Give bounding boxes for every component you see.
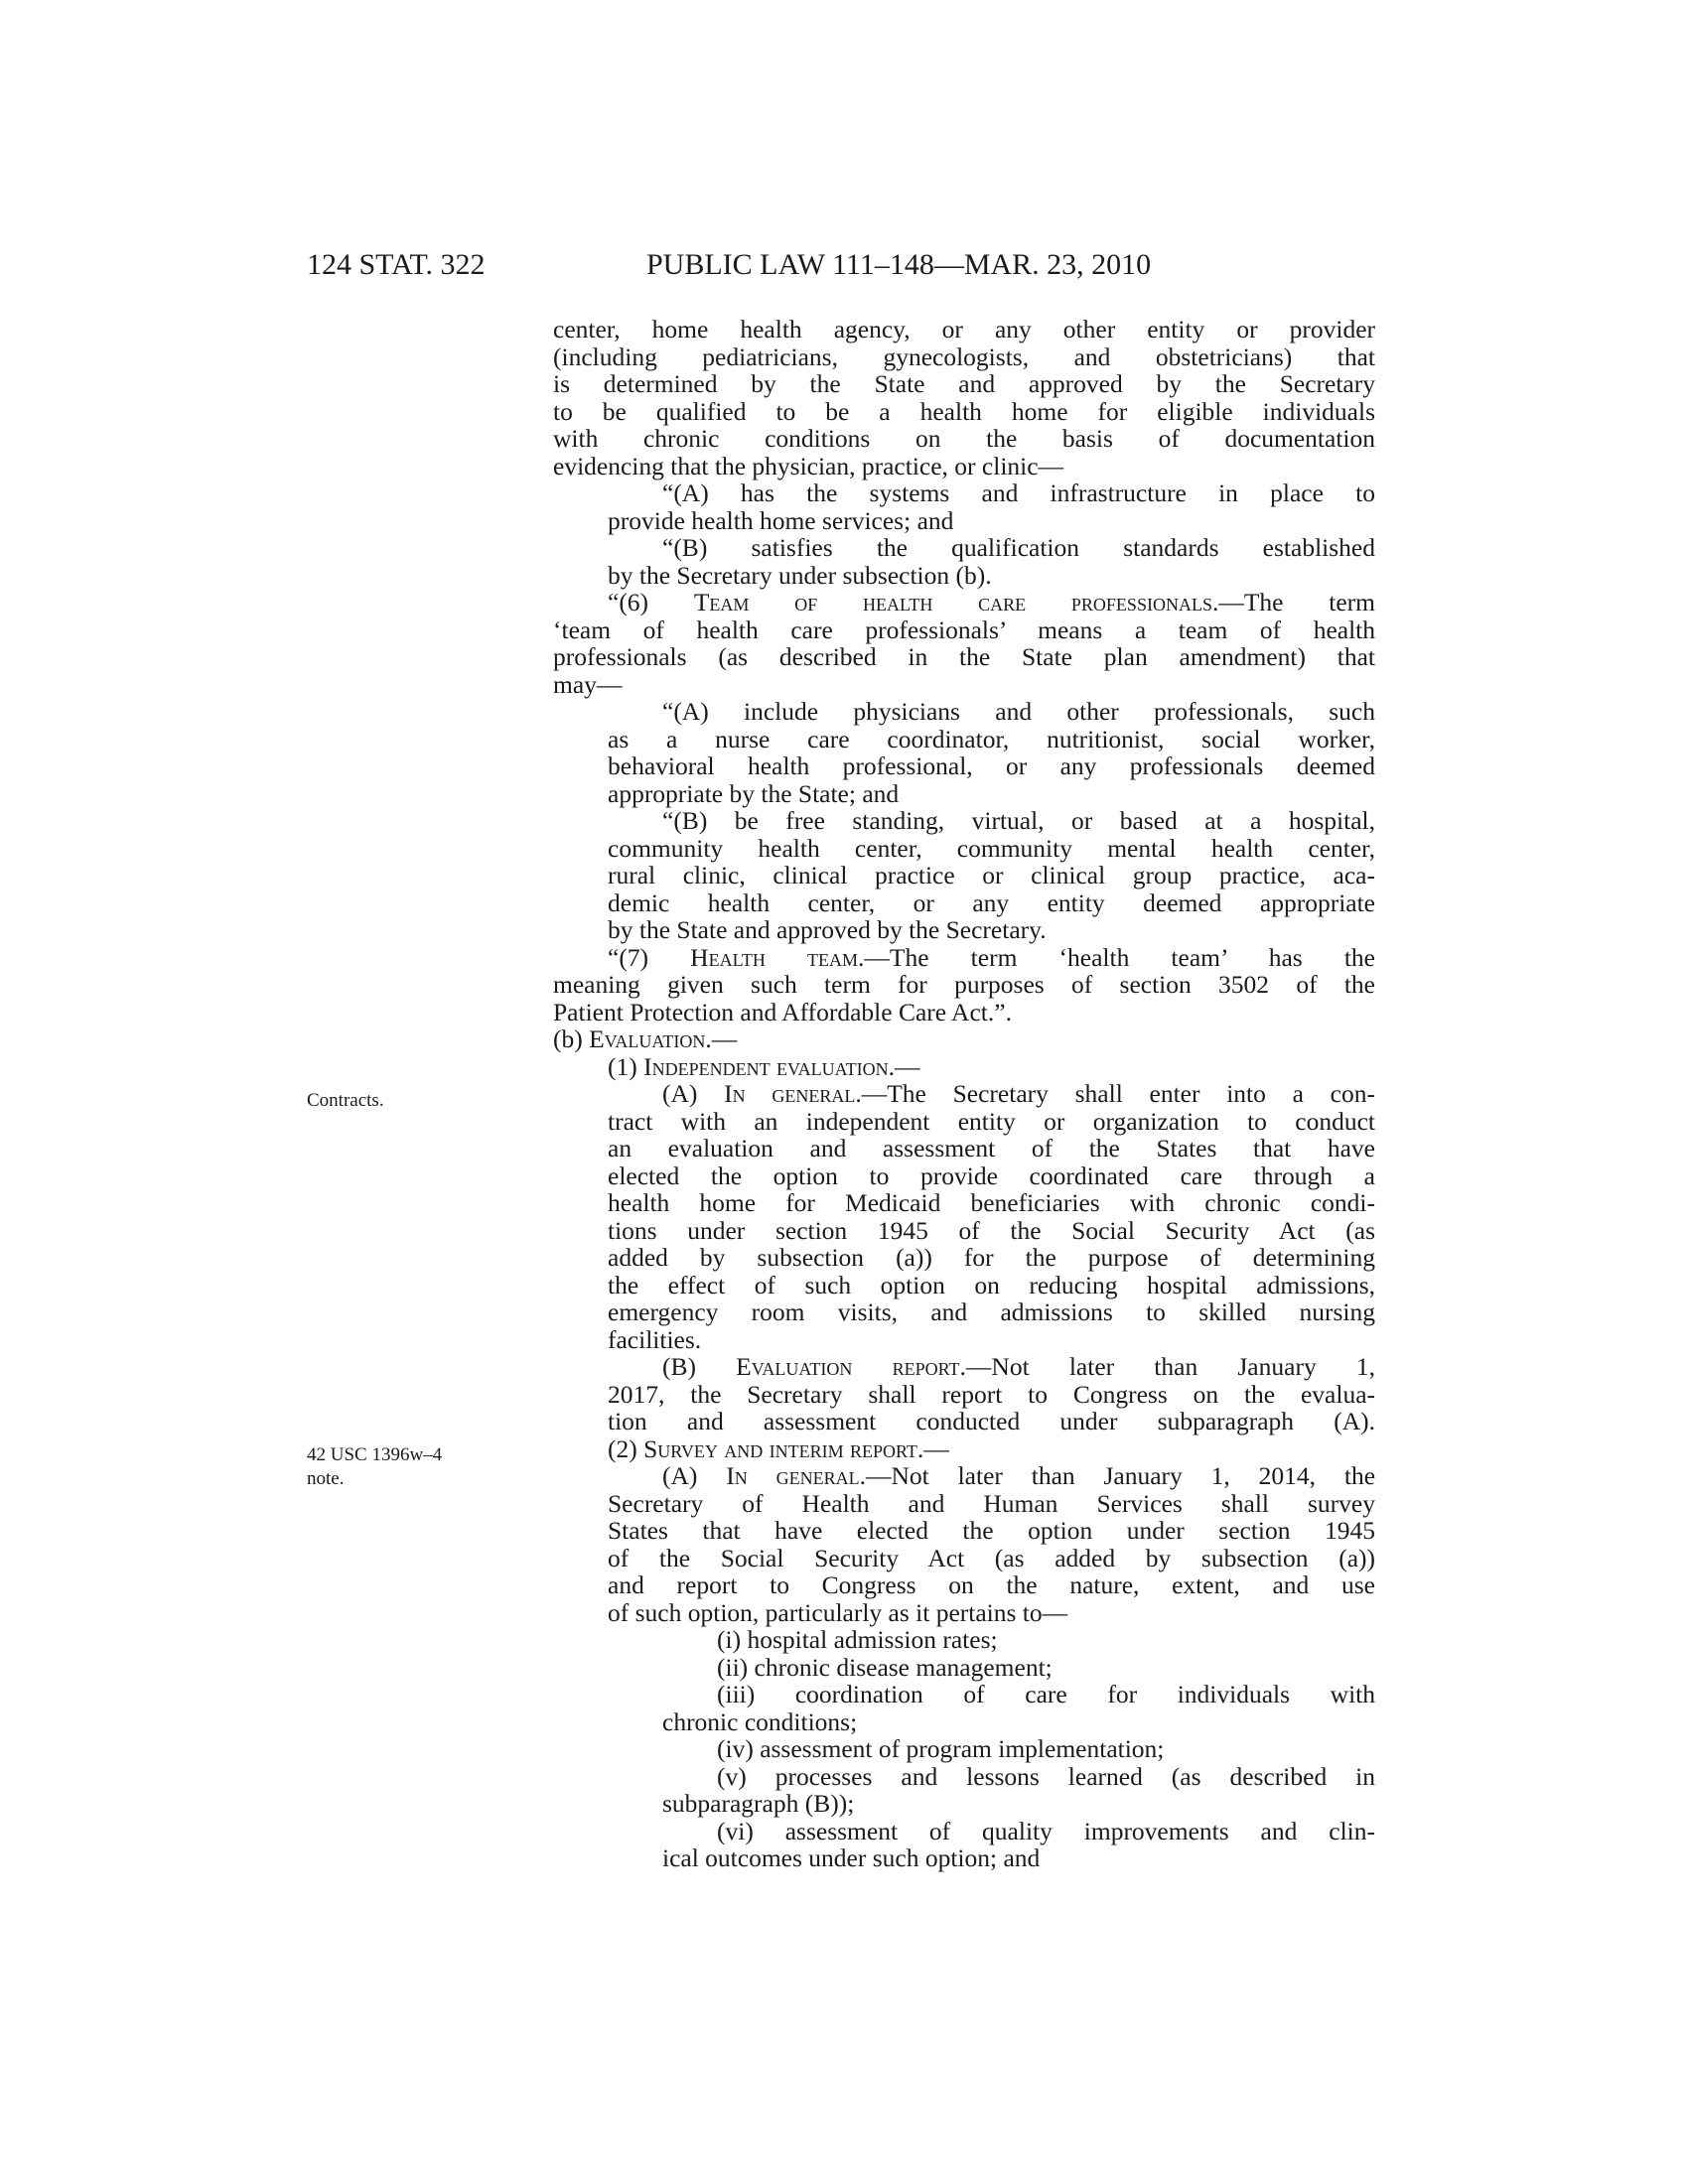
text-line <box>553 1025 1375 1053</box>
text-line <box>553 1381 1375 1409</box>
text-run: demic health center, or any entity deemed appropriate <box>608 887 1375 917</box>
text-run: to be qualified to be a health home for eligible individuals <box>553 396 1375 426</box>
text-line <box>553 1189 1375 1217</box>
text-run: States that have elected the option under section 1945 <box>608 1516 1375 1545</box>
text-line <box>553 698 1375 726</box>
text-line <box>553 780 1375 808</box>
text-run: (ii) chronic disease management; <box>717 1652 1053 1682</box>
text-run: .— <box>916 1433 949 1463</box>
text-line <box>553 1272 1375 1299</box>
text-line <box>553 889 1375 917</box>
text-run: center, home health agency, or any other entity or provider <box>553 315 1375 343</box>
text-line <box>553 1681 1375 1708</box>
text-line <box>553 562 1375 590</box>
text-run: (2) <box>608 1433 644 1463</box>
text-line <box>553 752 1375 780</box>
text-line <box>553 1571 1375 1599</box>
text-line <box>553 862 1375 889</box>
text-run: .— <box>705 1024 738 1053</box>
section-heading: Health team <box>690 942 859 972</box>
text-line <box>553 1626 1375 1654</box>
text-line <box>553 370 1375 398</box>
text-run: subparagraph (B)); <box>662 1789 855 1818</box>
text-run: (including pediatricians, gynecologists, and obstetricians) that <box>553 341 1375 371</box>
text-run: ical outcomes under such option; and <box>662 1843 1041 1872</box>
text-line <box>553 1298 1375 1326</box>
margin-note-contracts: Contracts. <box>307 1090 384 1111</box>
text-run: the effect of such option on reducing hospital admissions, <box>608 1270 1375 1299</box>
text-run: health home for Medicaid beneficiaries with chronic condi- <box>608 1188 1375 1217</box>
text-line <box>553 944 1375 972</box>
text-run: (v) processes and lessons learned (as described in <box>717 1761 1375 1791</box>
text-run: emergency room visits, and admissions to skilled nursing <box>608 1297 1375 1326</box>
margin-note-usc-citation <box>307 1443 442 1491</box>
text-line <box>553 1408 1375 1435</box>
text-run: (iv) assessment of program implementation; <box>717 1734 1165 1763</box>
text-run: (i) hospital admission rates; <box>717 1625 998 1654</box>
text-line <box>553 971 1375 999</box>
section-heading: Evaluation report <box>736 1352 960 1381</box>
text-run: .—The term <box>1211 588 1375 616</box>
text-run: by the Secretary under subsection (b). <box>608 560 992 590</box>
section-heading: Team of health care professionals <box>693 588 1212 616</box>
text-run: (A) <box>662 1461 727 1490</box>
text-line <box>553 1599 1375 1627</box>
text-run: behavioral health professional, or any professionals deemed <box>608 751 1375 780</box>
text-line <box>553 1080 1375 1108</box>
margin-note-usc-line: note. <box>307 1468 345 1489</box>
text-line <box>553 1517 1375 1545</box>
text-run: of the Social Security Act (as added by subsection (a)) <box>608 1543 1375 1572</box>
text-line <box>553 1844 1375 1872</box>
text-line <box>553 1763 1375 1791</box>
text-run: and report to Congress on the nature, extent, and use <box>608 1570 1375 1599</box>
text-run: (b) <box>553 1024 590 1053</box>
text-run: an evaluation and assessment of the States that have <box>608 1134 1375 1162</box>
text-run: ‘team of health care professionals’ means a team of health <box>553 614 1375 644</box>
text-run: community health center, community mental health center, <box>608 833 1375 863</box>
text-run: .—Not later than January 1, 2014, the <box>859 1461 1376 1490</box>
text-line <box>553 643 1375 671</box>
text-line <box>553 1654 1375 1682</box>
running-header-title: PUBLIC LAW 111–148—MAR. 23, 2010 <box>646 248 1152 281</box>
text-run: (iii) coordination of care for individuals with <box>717 1680 1375 1708</box>
text-line <box>553 1708 1375 1736</box>
text-run: appropriate by the State; and <box>608 778 900 808</box>
margin-note-usc-line: 42 USC 1396w–4 <box>307 1444 443 1465</box>
text-run: added by subsection (a)) for the purpose of determining <box>608 1243 1375 1272</box>
section-heading: Independent evaluation <box>643 1051 889 1081</box>
text-line <box>553 1162 1375 1190</box>
text-line <box>553 316 1375 343</box>
text-line <box>553 616 1375 644</box>
text-line <box>553 1490 1375 1518</box>
text-line <box>553 726 1375 753</box>
text-line <box>553 1435 1375 1463</box>
text-line <box>553 1244 1375 1272</box>
text-run: Secretary of Health and Human Services shall survey <box>608 1488 1375 1518</box>
text-run: tract with an independent entity or organization to conduct <box>608 1106 1375 1136</box>
text-line <box>553 425 1375 453</box>
text-line <box>553 807 1375 835</box>
text-run: (1) <box>608 1051 644 1081</box>
text-run: .— <box>888 1051 920 1081</box>
text-run: by the State and approved by the Secretary. <box>608 915 1047 944</box>
page-stat-citation: 124 STAT. 322 <box>307 248 486 281</box>
text-line <box>553 589 1375 616</box>
text-run: may— <box>553 669 623 699</box>
text-line <box>553 1790 1375 1818</box>
text-run: provide health home services; and <box>608 505 954 535</box>
text-line <box>553 1462 1375 1490</box>
text-run: professionals (as described in the State plan amendment) that <box>553 642 1375 671</box>
text-run: .—The term ‘health team’ has the <box>858 942 1375 972</box>
text-run: “(7) <box>608 942 691 972</box>
text-run: .—The Secretary shall enter into a con- <box>855 1079 1375 1108</box>
text-run: chronic conditions; <box>662 1706 858 1736</box>
text-run: tions under section 1945 of the Social Security Act (as <box>608 1215 1375 1245</box>
text-line <box>553 453 1375 480</box>
text-run: as a nurse care coordinator, nutritionist, social worker, <box>608 724 1375 753</box>
text-run: “(B) be free standing, virtual, or based at a hospital, <box>662 806 1375 835</box>
text-line <box>553 916 1375 944</box>
section-heading: In general <box>726 1461 860 1490</box>
text-line <box>553 1818 1375 1845</box>
text-line <box>553 1053 1375 1081</box>
text-run: evidencing that the physician, practice, or clinic— <box>553 451 1064 480</box>
text-run: of such option, particularly as it pertains to— <box>608 1597 1068 1627</box>
text-line <box>553 1135 1375 1162</box>
text-run: (A) <box>662 1079 725 1108</box>
section-heading: Evaluation <box>589 1024 706 1053</box>
text-run: Patient Protection and Affordable Care Act.”. <box>553 997 1012 1026</box>
statute-body-text <box>553 316 1375 1872</box>
section-heading: Survey and interim report <box>643 1433 917 1463</box>
text-line <box>553 479 1375 507</box>
text-line <box>553 835 1375 863</box>
text-run: rural clinic, clinical practice or clinical group practice, aca- <box>608 861 1375 889</box>
text-run: meaning given such term for purposes of section 3502 of the <box>553 970 1375 999</box>
text-line <box>553 398 1375 426</box>
text-line <box>553 1735 1375 1763</box>
text-line <box>553 1353 1375 1381</box>
text-line <box>553 671 1375 699</box>
section-heading: In general <box>724 1079 856 1108</box>
text-run: “(A) include physicians and other professionals, such <box>662 697 1375 726</box>
text-line <box>553 507 1375 535</box>
text-line <box>553 343 1375 371</box>
text-run: “(A) has the systems and infrastructure in place to <box>662 478 1375 507</box>
text-line <box>553 1326 1375 1354</box>
text-run: “(B) satisfies the qualification standards established <box>662 533 1375 562</box>
text-run: tion and assessment conducted under subparagraph (A). <box>608 1407 1375 1435</box>
text-line <box>553 999 1375 1026</box>
text-run: facilities. <box>608 1324 702 1354</box>
text-run: .—Not later than January 1, <box>959 1352 1375 1381</box>
text-run: is determined by the State and approved by the Secretary <box>553 369 1375 398</box>
text-line <box>553 534 1375 562</box>
text-line <box>553 1545 1375 1572</box>
text-line <box>553 1108 1375 1136</box>
text-run: (B) <box>662 1352 737 1381</box>
text-run: (vi) assessment of quality improvements and clin- <box>717 1816 1375 1845</box>
text-run: “(6) <box>608 588 694 616</box>
text-run: elected the option to provide coordinated care through a <box>608 1160 1375 1190</box>
text-run: with chronic conditions on the basis of documentation <box>553 424 1375 453</box>
text-run: 2017, the Secretary shall report to Congress on the evalua- <box>608 1379 1375 1409</box>
text-line <box>553 1217 1375 1245</box>
